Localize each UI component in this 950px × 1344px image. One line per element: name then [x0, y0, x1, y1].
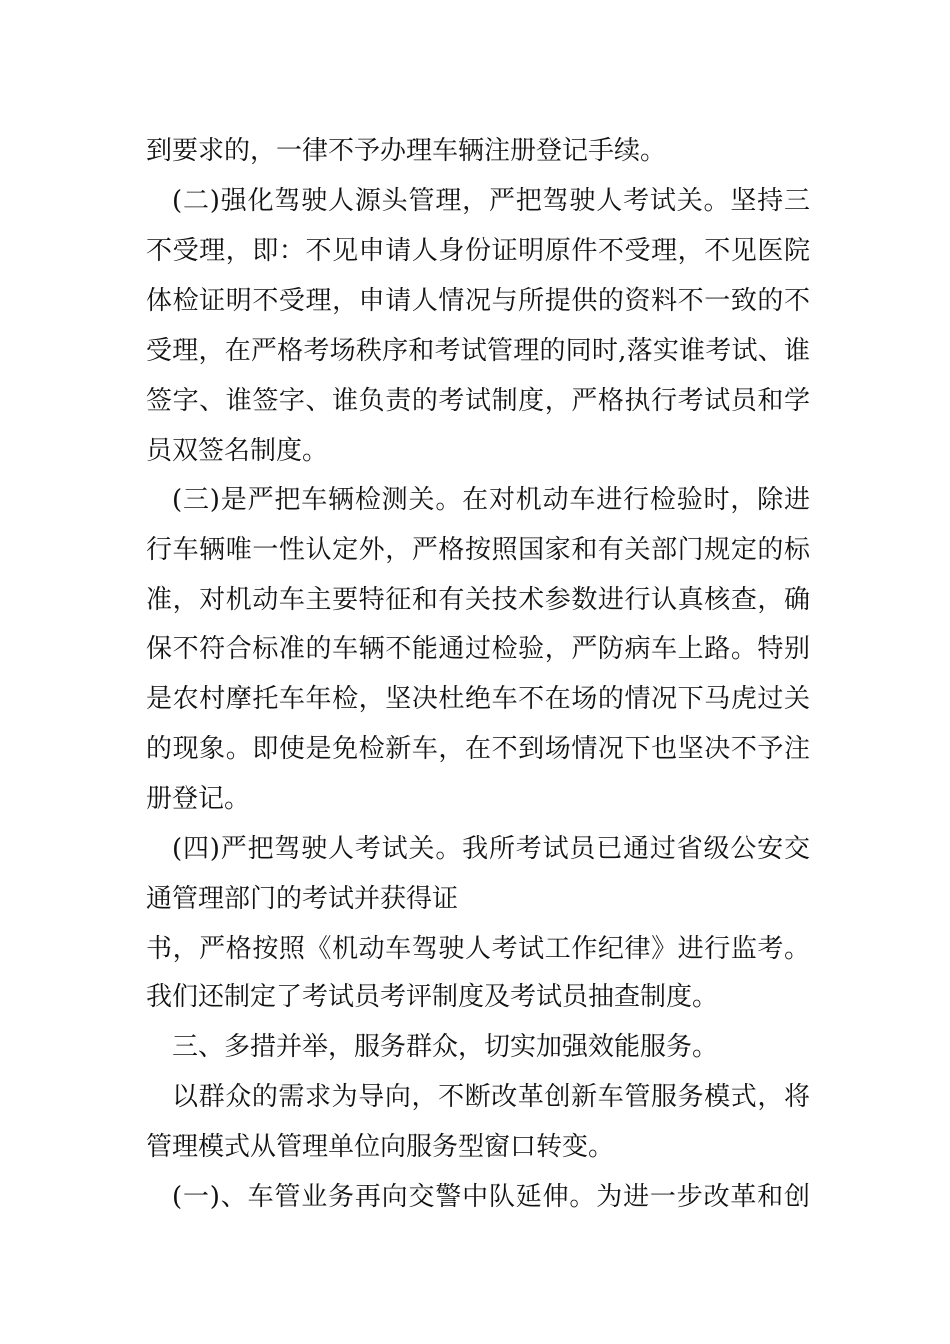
text-line: 册登记。	[146, 784, 251, 814]
section-heading: 三、多措并举，服务群众，切实加强效能服务。	[172, 1032, 719, 1062]
text-line: (一)、车管业务再向交警中队延伸。为进一步改革和创	[172, 1182, 810, 1212]
text-line: 书，严格按照《机动车驾驶人考试工作纪律》进行监考。	[146, 934, 810, 964]
text-line: 到要求的，一律不予办理车辆注册登记手续。	[146, 136, 667, 166]
text-line: (二)强化驾驶人源头管理，严把驾驶人考试关。坚持三	[172, 186, 810, 216]
text-line: 行车辆唯一性认定外，严格按照国家和有关部门规定的标	[146, 535, 810, 565]
text-line: (四)严把驾驶人考试关。我所考试员已通过省级公安交	[172, 834, 810, 864]
text-line: 以群众的需求为导向，不断改革创新车管服务模式，将	[172, 1082, 810, 1112]
text-line: 的现象。即使是免检新车，在不到场情况下也坚决不予注	[146, 734, 810, 764]
text-line: 不受理，即：不见申请人身份证明原件不受理，不见医院	[146, 236, 810, 266]
text-line: (三)是严把车辆检测关。在对机动车进行检验时，除进	[172, 485, 810, 515]
text-line: 保不符合标准的车辆不能通过检验，严防病车上路。特别	[146, 634, 810, 664]
text-line: 管理模式从管理单位向服务型窗口转变。	[146, 1132, 615, 1162]
text-line: 通管理部门的考试并获得证	[146, 884, 459, 914]
text-line: 员双签名制度。	[146, 436, 329, 466]
text-line: 签字、谁签字、谁负责的考试制度，严格执行考试员和学	[146, 386, 810, 416]
text-line: 受理，在严格考场秩序和考试管理的同时,落实谁考试、谁	[146, 336, 810, 366]
text-line: 准，对机动车主要特征和有关技术参数进行认真核查，确	[146, 585, 810, 615]
text-line: 我们还制定了考试员考评制度及考试员抽查制度。	[146, 982, 719, 1012]
text-line: 是农村摩托车年检，坚决杜绝车不在场的情况下马虎过关	[146, 684, 810, 714]
text-line: 体检证明不受理，申请人情况与所提供的资料不一致的不	[146, 286, 810, 316]
